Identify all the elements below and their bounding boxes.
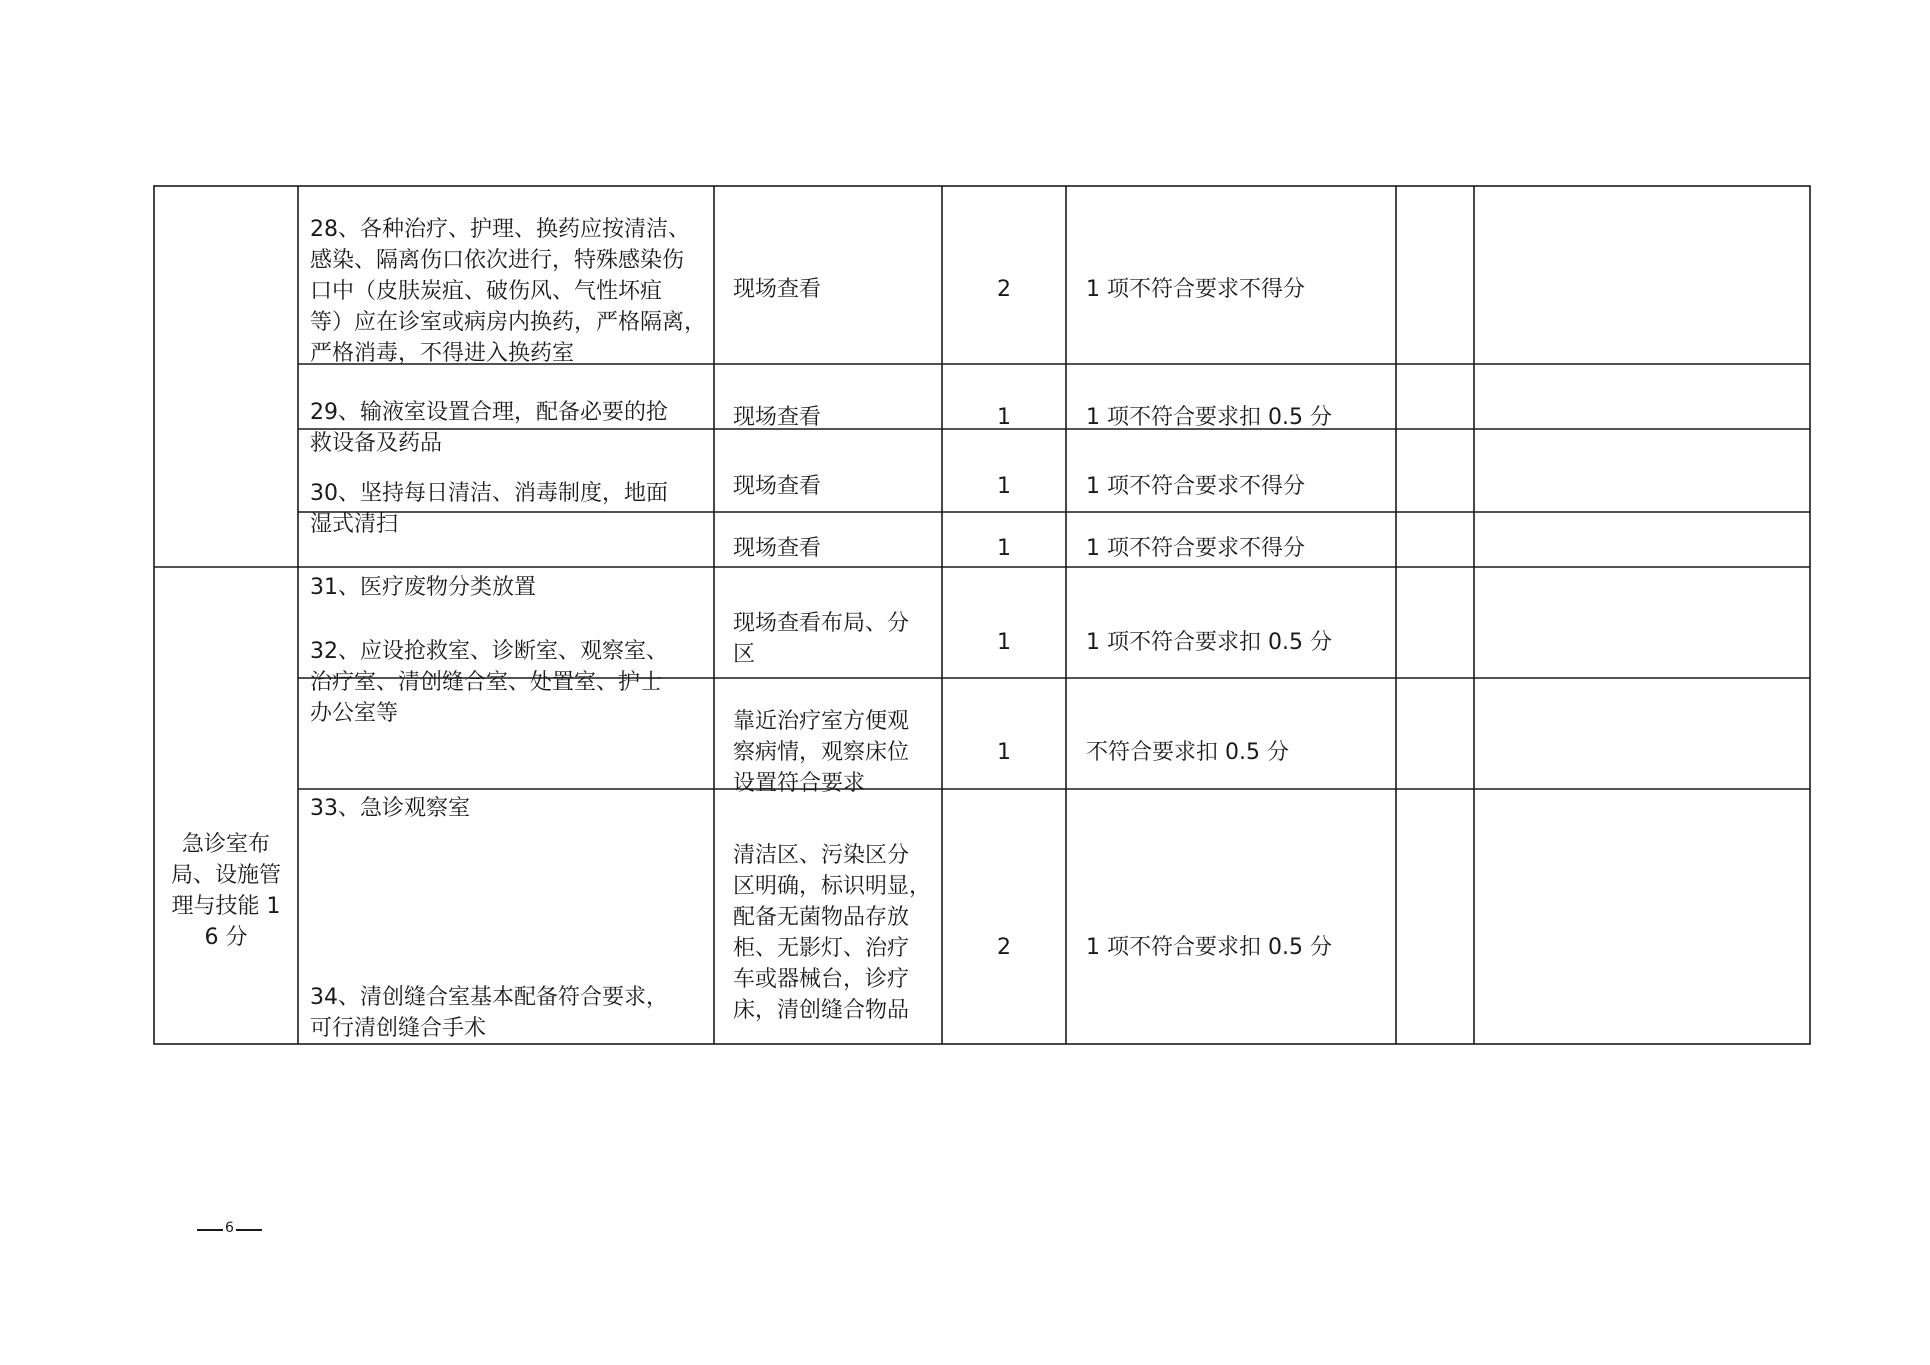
criteria-28: 1 项不符合要求不得分 xyxy=(1086,277,1305,302)
page-footer xyxy=(197,1222,262,1238)
score-29: 1 xyxy=(997,405,1011,430)
item-30: 30、坚持每日清洁、消毒制度，地面 湿式清扫 xyxy=(310,481,668,537)
item-29: 29、输液室设置合理，配备必要的抢 救设备及药品 xyxy=(310,400,668,456)
footer-dash-left xyxy=(197,1229,223,1231)
method-28: 现场查看 xyxy=(733,277,822,302)
footer-dash-right xyxy=(236,1229,262,1231)
score-31: 1 xyxy=(997,536,1011,561)
criteria-33: 不符合要求扣 0.5 分 xyxy=(1086,740,1289,765)
method-31: 现场查看 xyxy=(733,536,822,561)
score-28: 2 xyxy=(997,277,1011,302)
method-30: 现场查看 xyxy=(733,474,822,499)
method-32: 现场查看布局、分 区 xyxy=(733,611,910,667)
score-33: 1 xyxy=(997,740,1011,765)
item-33: 33、急诊观察室 xyxy=(310,796,470,821)
criteria-31: 1 项不符合要求不得分 xyxy=(1086,536,1305,561)
item-34: 34、清创缝合室基本配备符合要求， 可行清创缝合手术 xyxy=(310,985,668,1041)
score-34: 2 xyxy=(997,935,1011,960)
score-30: 1 xyxy=(997,474,1011,499)
method-34: 清洁区、污染区分 区明确，标识明显， 配备无菌物品存放 柜、无影灯、治疗 车或器械台，诊疗 床，清创缝合物品 xyxy=(733,843,932,1023)
criteria-29: 1 项不符合要求扣 0.5 分 xyxy=(1086,405,1332,430)
item-28: 28、各种治疗、护理、换药应按清洁、 感染、隔离伤口依次进行，特殊感染伤 口中（皮肤炭疽、破伤风、气性坏疽 等）应在诊室或病房内换药，严格隔离， 严格消毒，不得进入换药室 xyxy=(310,217,707,366)
criteria-30: 1 项不符合要求不得分 xyxy=(1086,474,1305,499)
item-32: 32、应设抢救室、诊断室、观察室、 治疗室、清创缝合室、处置室、护士 办公室等 xyxy=(310,639,668,726)
score-32: 1 xyxy=(997,630,1011,655)
criteria-34: 1 项不符合要求扣 0.5 分 xyxy=(1086,935,1332,960)
method-33: 靠近治疗室方便观 察病情，观察床位 设置符合要求 xyxy=(733,709,910,796)
criteria-32: 1 项不符合要求扣 0.5 分 xyxy=(1086,630,1332,655)
item-31: 31、医疗废物分类放置 xyxy=(310,575,536,600)
page-number: 6 xyxy=(225,1220,234,1236)
category-cell: 急诊室布 局、设施管 理与技能 1 6 分 xyxy=(170,832,281,950)
method-29: 现场查看 xyxy=(733,405,822,430)
